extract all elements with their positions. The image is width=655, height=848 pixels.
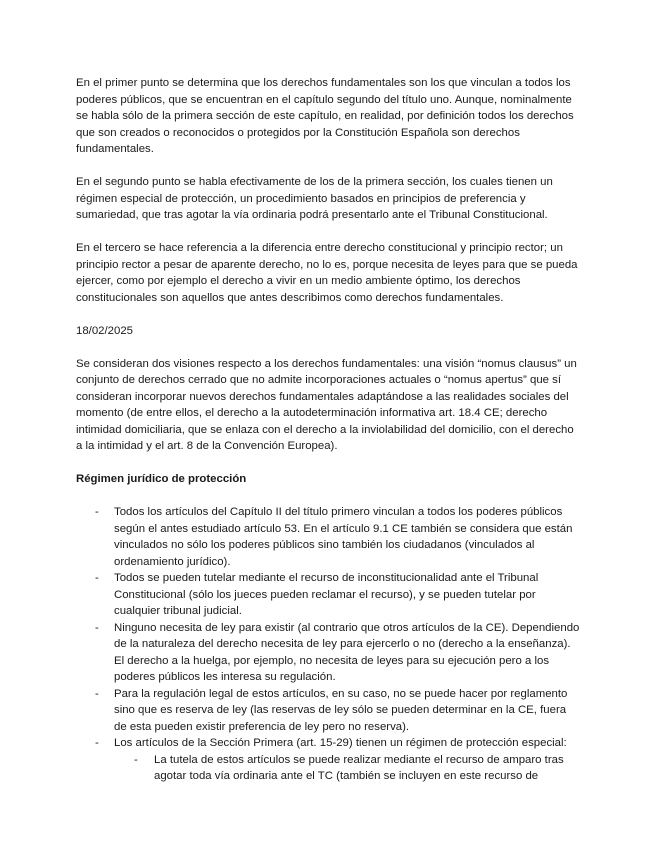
- date-line: 18/02/2025: [76, 324, 134, 337]
- sub-bullet-list: [114, 752, 581, 785]
- document-page: [76, 75, 581, 785]
- list-item: [76, 570, 581, 620]
- paragraph-3: En el tercero se hace referencia a la diferencia entre derecho constitucional y principio rector; un principio rector a pesar de aparente derecho, no lo es, porque necesita de leyes para que se pueda ejercer, como por ejemplo el derecho a vivir en un medio ambiente óptimo, los derechos constitucionales son aquellos que antes describimos como derechos fundamentales.: [76, 242, 578, 304]
- bullet-marker: -: [95, 621, 99, 634]
- paragraph-4: Se consideran dos visiones respecto a los derechos fundamentales: una visión “nomus clausus” un conjunto de derechos cerrado que no admite incorporaciones actuales o “nomus apertus” que sí consideran incorporar nuevos derechos fundamentales adaptándose a las realidades sociales del momento (de entre ellos, el derecho a la autodeterminación informativa art. 18.4 CE; derecho intimidad domiciliaria, que se enlaza con el derecho a la inviolabilidad del domicilio, con el derecho a la intimidad y el art. 8 de la Convención Europea).: [76, 357, 577, 452]
- bullet-marker: -: [95, 737, 99, 749]
- paragraph-1: En el primer punto se determina que los derechos fundamentales son los que vinculan a todos los poderes públicos, que se encuentran en el capítulo segundo del título uno. Aunque, nominalmente se habla sólo de la primera sección de este capítulo, en realidad, por definición todos los derechos que son creados o reconocidos o protegidos por la Constitución Española son derechos fundamentales.: [76, 77, 574, 155]
- bullet-marker: -: [95, 572, 99, 584]
- list-item: [76, 504, 581, 570]
- list-item-text: Todos se pueden tutelar mediante el recurso de inconstitucionalidad ante el Tribunal Constitucional (sólo los jueces pueden reclamar el recurso), y se pueden tutelar por cualquier tribunal judicial.: [114, 572, 539, 617]
- list-item: [76, 735, 581, 785]
- list-item-text: Todos los artículos del Capítulo II del título primero vinculan a todos los poderes públicos según el antes estudiado artículo 53. En el artículo 9.1 CE también se considera que están vinculados no sólo los poderes públicos sino también los ciudadanos (vinculados al ordenamiento jurídico).: [114, 506, 573, 568]
- bullet-marker: -: [95, 687, 99, 700]
- bullet-marker: -: [95, 506, 99, 518]
- sub-list-item-text: La tutela de estos artículos se puede realizar mediante el recurso de amparo tras agotar toda vía ordinaria ante el TC (también se incluyen en este recurso de: [154, 753, 564, 782]
- sub-list-item: [114, 752, 581, 785]
- section-heading: Régimen jurídico de protección: [76, 473, 247, 485]
- bullet-list: [76, 504, 581, 785]
- list-item-text: Ninguno necesita de ley para existir (al contrario que otros artículos de la CE). Dependiendo de la naturaleza del derecho necesita de ley para ejercerlo o no (derecho a la enseñanza). El derecho a la huelga, por ejemplo, no necesita de leyes para su ejecución pero a los poderes públicos les interesa su regulación.: [114, 621, 580, 683]
- list-item: [76, 686, 581, 736]
- list-item: [76, 620, 581, 686]
- sub-bullet-marker: -: [134, 753, 138, 766]
- list-item-text: Los artículos de la Sección Primera (art. 15-29) tienen un régimen de protección especial:: [114, 737, 567, 749]
- list-item-text: Para la regulación legal de estos artículos, en su caso, no se puede hacer por reglamento sino que es reserva de ley (las reservas de ley sólo se pueden determinar en la CE, fuera de esta pueden existir preferencia de ley pero no reserva).: [114, 687, 568, 733]
- paragraph-2: En el segundo punto se habla efectivamente de los de la primera sección, los cuales tienen un régimen especial de protección, un procedimiento basados en principios de preferencia y sumariedad, que tras agotar la vía ordinaria podrá presentarlo ante el Tribunal Constitucional.: [76, 176, 553, 221]
